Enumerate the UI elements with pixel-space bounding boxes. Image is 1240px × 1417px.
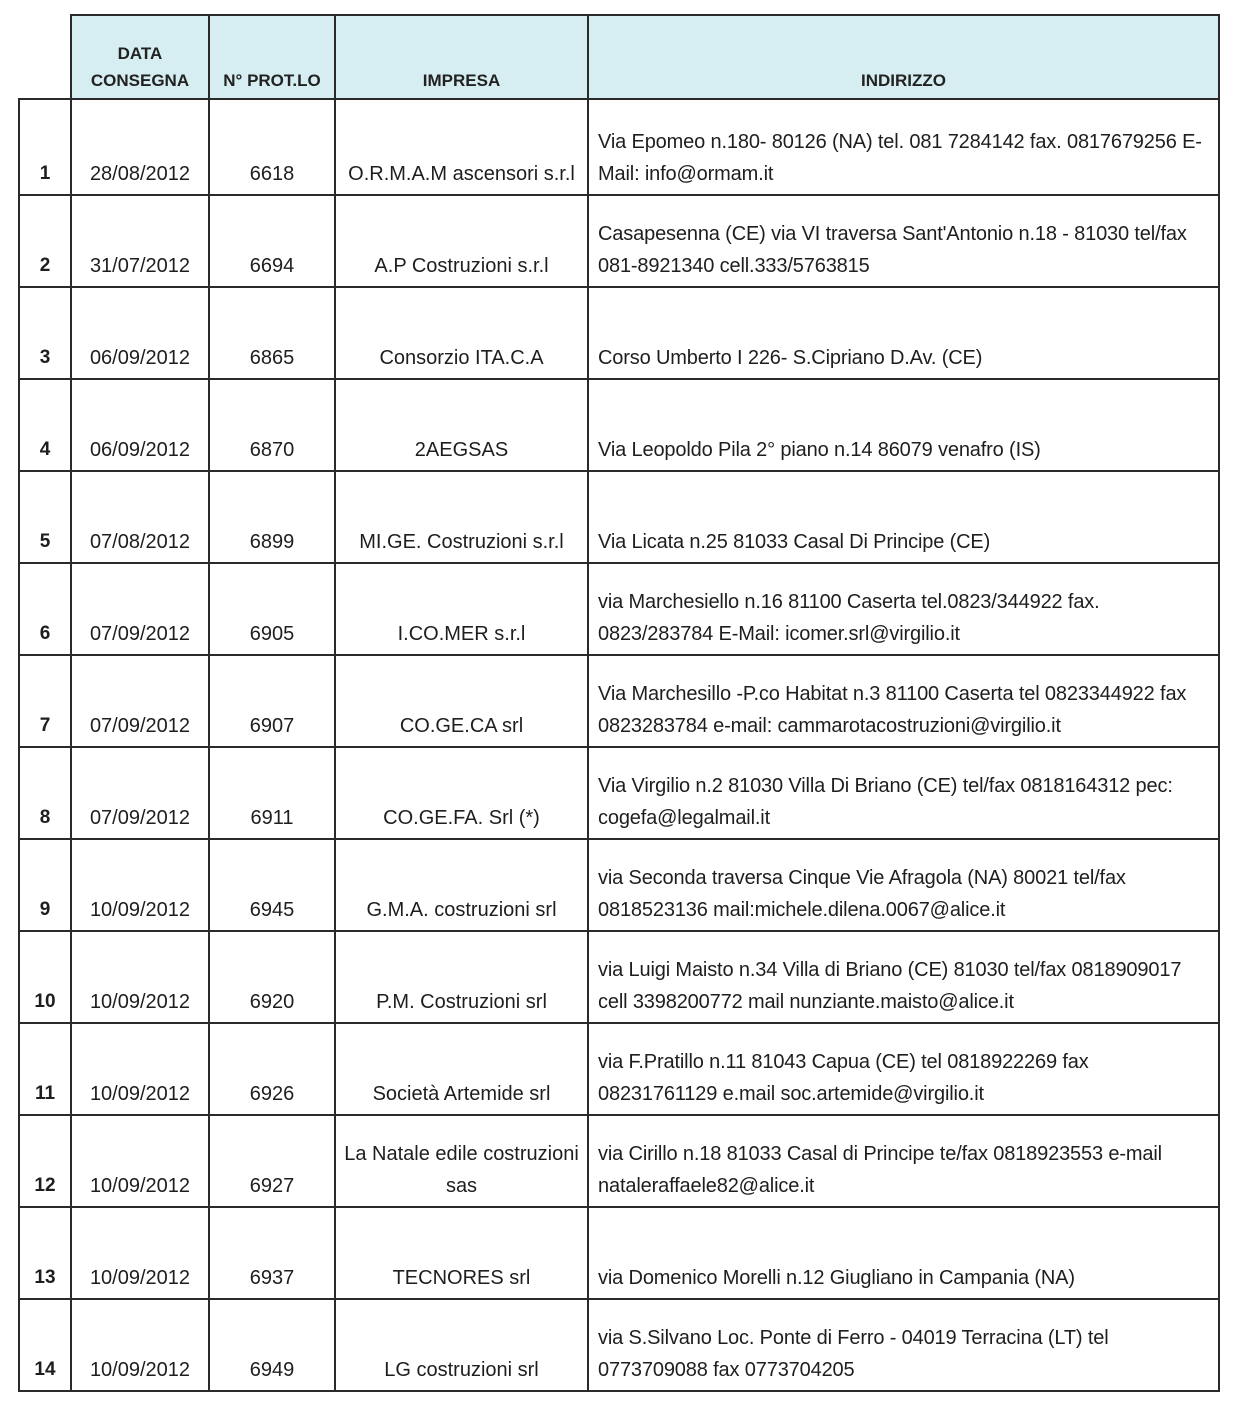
company-name: G.M.A. costruzioni srl (335, 839, 588, 931)
table-row (19, 1207, 1219, 1299)
row-number: 7 (19, 655, 71, 747)
delivery-date: 07/09/2012 (71, 563, 209, 655)
table-row (19, 287, 1219, 379)
company-name: O.R.M.A.M ascensori s.r.l (335, 99, 588, 195)
company-name: I.CO.MER s.r.l (335, 563, 588, 655)
protocol-number: 6865 (209, 287, 335, 379)
table-row (19, 195, 1219, 287)
header-data-consegna: DATA CONSEGNA (71, 15, 209, 99)
protocol-number: 6911 (209, 747, 335, 839)
row-number: 1 (19, 99, 71, 195)
row-number: 6 (19, 563, 71, 655)
protocol-number: 6927 (209, 1115, 335, 1207)
protocol-number: 6945 (209, 839, 335, 931)
header-indirizzo: INDIRIZZO (588, 15, 1219, 99)
protocol-number: 6920 (209, 931, 335, 1023)
row-number: 4 (19, 379, 71, 471)
company-address: Casapesenna (CE) via VI traversa Sant'Antonio n.18 - 81030 tel/fax 081-8921340 cell.333/5763815 (588, 195, 1219, 287)
row-number: 8 (19, 747, 71, 839)
row-number: 3 (19, 287, 71, 379)
delivery-date: 10/09/2012 (71, 1023, 209, 1115)
table-row (19, 471, 1219, 563)
protocol-number: 6870 (209, 379, 335, 471)
delivery-date: 06/09/2012 (71, 379, 209, 471)
company-address: via Cirillo n.18 81033 Casal di Principe te/fax 0818923553 e-mail nataleraffaele82@alice.it (588, 1115, 1219, 1207)
company-address: via Seconda traversa Cinque Vie Afragola (NA) 80021 tel/fax 0818523136 mail:michele.dilena.0067@alice.it (588, 839, 1219, 931)
protocol-number: 6949 (209, 1299, 335, 1391)
company-name: TECNORES srl (335, 1207, 588, 1299)
company-address: via Marchesiello n.16 81100 Caserta tel.0823/344922 fax. 0823/283784 E-Mail: icomer.srl@virgilio.it (588, 563, 1219, 655)
delivery-date: 07/09/2012 (71, 655, 209, 747)
row-number: 10 (19, 931, 71, 1023)
protocol-number: 6618 (209, 99, 335, 195)
table-row (19, 1023, 1219, 1115)
company-address: via F.Pratillo n.11 81043 Capua (CE) tel 0818922269 fax 08231761129 e.mail soc.artemide@virgilio.it (588, 1023, 1219, 1115)
protocol-number: 6926 (209, 1023, 335, 1115)
header-impresa: IMPRESA (335, 15, 588, 99)
row-number: 14 (19, 1299, 71, 1391)
delivery-date: 31/07/2012 (71, 195, 209, 287)
table-row (19, 931, 1219, 1023)
delivery-date: 07/08/2012 (71, 471, 209, 563)
header-num (19, 15, 71, 99)
table-row (19, 563, 1219, 655)
table-row (19, 379, 1219, 471)
table-row (19, 1299, 1219, 1391)
row-number: 11 (19, 1023, 71, 1115)
table-row (19, 839, 1219, 931)
row-number: 13 (19, 1207, 71, 1299)
protocol-number: 6905 (209, 563, 335, 655)
table-row (19, 99, 1219, 195)
delivery-date: 10/09/2012 (71, 931, 209, 1023)
company-name: 2AEGSAS (335, 379, 588, 471)
protocol-number: 6899 (209, 471, 335, 563)
header-prot: N° PROT.LO (209, 15, 335, 99)
delivery-date: 06/09/2012 (71, 287, 209, 379)
company-address: Corso Umberto I 226- S.Cipriano D.Av. (CE) (588, 287, 1219, 379)
company-name: Consorzio ITA.C.A (335, 287, 588, 379)
protocol-number: 6694 (209, 195, 335, 287)
protocol-number: 6907 (209, 655, 335, 747)
company-name: CO.GE.CA srl (335, 655, 588, 747)
company-name: A.P Costruzioni s.r.l (335, 195, 588, 287)
delivery-date: 10/09/2012 (71, 839, 209, 931)
delivery-date: 10/09/2012 (71, 1115, 209, 1207)
table-row (19, 747, 1219, 839)
row-number: 5 (19, 471, 71, 563)
company-address: Via Virgilio n.2 81030 Villa Di Briano (CE) tel/fax 0818164312 pec: cogefa@legalmail.it (588, 747, 1219, 839)
row-number: 12 (19, 1115, 71, 1207)
delivery-date: 10/09/2012 (71, 1299, 209, 1391)
protocol-number: 6937 (209, 1207, 335, 1299)
table-body (19, 99, 1219, 1391)
header-row (19, 15, 1219, 99)
company-name: MI.GE. Costruzioni s.r.l (335, 471, 588, 563)
company-name: P.M. Costruzioni srl (335, 931, 588, 1023)
row-number: 9 (19, 839, 71, 931)
table-row (19, 1115, 1219, 1207)
company-address: via Domenico Morelli n.12 Giugliano in Campania (NA) (588, 1207, 1219, 1299)
company-address: Via Epomeo n.180- 80126 (NA) tel. 081 7284142 fax. 0817679256 E-Mail: info@ormam.it (588, 99, 1219, 195)
company-address: Via Licata n.25 81033 Casal Di Principe (CE) (588, 471, 1219, 563)
company-name: Società Artemide srl (335, 1023, 588, 1115)
delivery-date: 28/08/2012 (71, 99, 209, 195)
company-address: Via Leopoldo Pila 2° piano n.14 86079 venafro (IS) (588, 379, 1219, 471)
companies-table (18, 14, 1220, 1392)
row-number: 2 (19, 195, 71, 287)
delivery-date: 07/09/2012 (71, 747, 209, 839)
company-address: via Luigi Maisto n.34 Villa di Briano (CE) 81030 tel/fax 0818909017 cell 3398200772 mail nunziante.maisto@alice.it (588, 931, 1219, 1023)
company-address: via S.Silvano Loc. Ponte di Ferro - 04019 Terracina (LT) tel 0773709088 fax 0773704205 (588, 1299, 1219, 1391)
company-address: Via Marchesillo -P.co Habitat n.3 81100 Caserta tel 0823344922 fax 0823283784 e-mail: cammarotacostruzioni@virgilio.it (588, 655, 1219, 747)
company-name: La Natale edile costruzioni sas (335, 1115, 588, 1207)
company-name: LG costruzioni srl (335, 1299, 588, 1391)
table-row (19, 655, 1219, 747)
delivery-date: 10/09/2012 (71, 1207, 209, 1299)
company-name: CO.GE.FA. Srl (*) (335, 747, 588, 839)
